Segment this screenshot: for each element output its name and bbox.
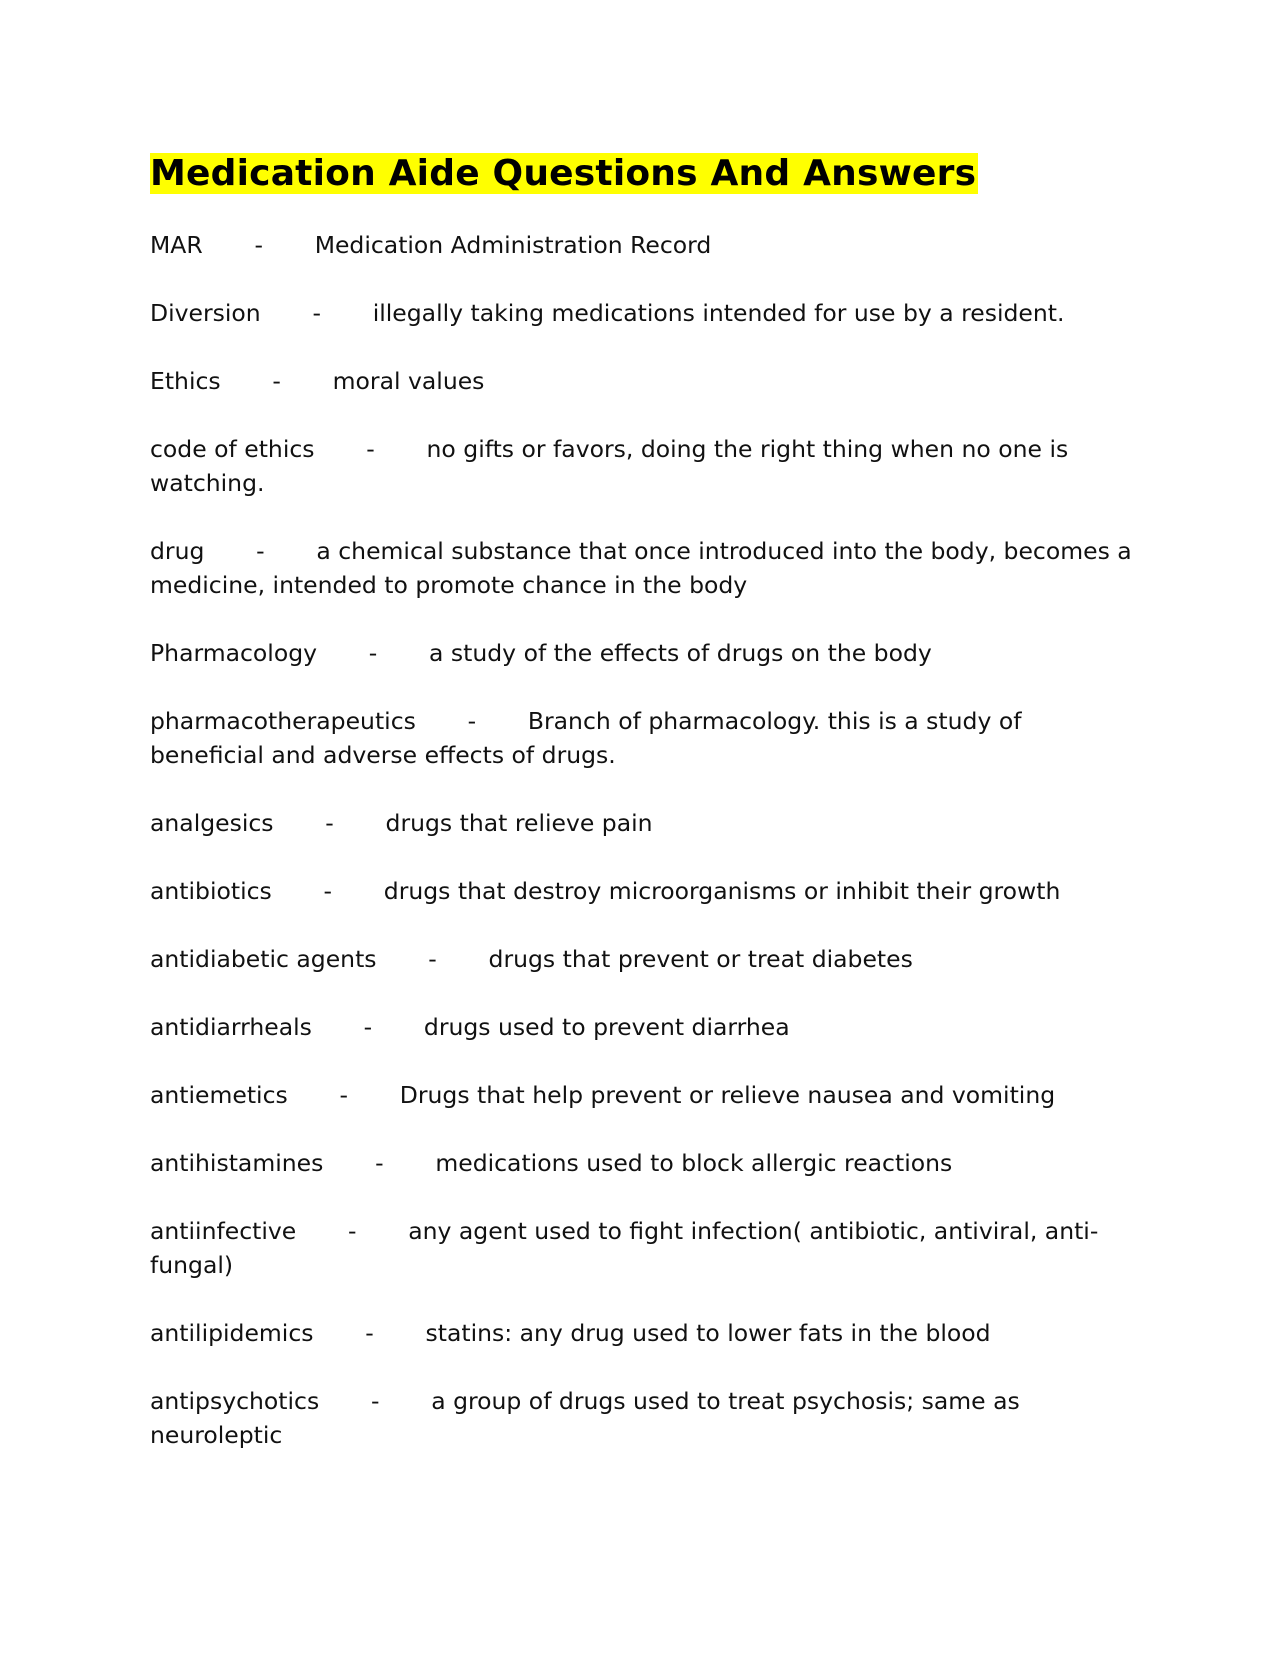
entry-definition: illegally taking medications intended for use by a resident. [372,299,1065,327]
document-title [150,148,978,199]
entry-term: Pharmacology [150,639,318,667]
entry-term: antiinfective [150,1217,297,1245]
entry-separator: - [368,639,378,667]
glossary-entry [150,806,1140,840]
entry-definition: any agent used to fight infection( antibiotic, antiviral, anti-fungal) [150,1217,1099,1279]
glossary-entry [150,1010,1140,1044]
glossary-entry [150,1316,1140,1350]
entry-separator: - [375,1149,384,1177]
glossary-entry [150,228,1140,262]
glossary-entry [150,1384,1140,1452]
entry-term: MAR [150,231,203,259]
entry-definition: no gifts or favors, doing the right thing when no one is watching. [150,435,1069,497]
entry-separator: - [363,1013,373,1041]
entry-term: antibiotics [150,877,272,905]
entry-separator: - [272,367,281,395]
entry-term: antidiabetic agents [150,945,377,973]
entry-separator: - [428,945,437,973]
entry-definition: medications used to block allergic reactions [435,1149,953,1177]
entry-definition: drugs that relieve pain [385,809,653,837]
entry-definition: drugs that destroy microorganisms or inhibit their growth [383,877,1061,905]
entry-definition: statins: any drug used to lower fats in the blood [425,1319,991,1347]
entry-separator: - [256,537,265,565]
glossary-entry [150,1078,1140,1112]
entry-term: antihistamines [150,1149,324,1177]
entry-definition: a study of the effects of drugs on the body [429,639,932,667]
entry-term: Ethics [150,367,221,395]
entry-separator: - [347,1217,357,1245]
entry-separator: - [312,299,321,327]
entry-separator: - [323,877,333,905]
glossary-entry [150,364,1140,398]
glossary-entry [150,704,1140,772]
entry-definition: a group of drugs used to treat psychosis; same as neuroleptic [150,1387,1020,1449]
entry-term: analgesics [150,809,274,837]
entry-separator: - [366,435,375,463]
entry-definition: Branch of pharmacology. this is a study of beneficial and adverse effects of drugs. [150,707,1022,769]
glossary-entry [150,1146,1140,1180]
entry-definition: Drugs that help prevent or relieve nausea and vomiting [399,1081,1056,1109]
entry-term: code of ethics [150,435,315,463]
entry-definition: a chemical substance that once introduced into the body, becomes a medicine, intended to promote chance in the body [150,537,1132,599]
entry-separator: - [365,1319,374,1347]
entry-definition: drugs that prevent or treat diabetes [488,945,913,973]
entry-term: antipsychotics [150,1387,320,1415]
entry-term: Diversion [150,299,261,327]
glossary-entry [150,1214,1140,1282]
entry-definition: drugs used to prevent diarrhea [423,1013,790,1041]
entry-term: pharmacotherapeutics [150,707,416,735]
glossary-entry [150,636,1140,670]
entry-separator: - [467,707,477,735]
entry-term: antiemetics [150,1081,288,1109]
entry-definition: Medication Administration Record [314,231,712,259]
entry-separator: - [254,231,263,259]
document-content [150,148,1140,1486]
entry-definition: moral values [332,367,485,395]
entry-term: antidiarrheals [150,1013,312,1041]
glossary-entry [150,942,1140,976]
entry-separator: - [370,1387,380,1415]
entry-term: antilipidemics [150,1319,314,1347]
glossary-entry [150,534,1140,602]
entry-separator: - [339,1081,348,1109]
title-highlight: Medication Aide Questions And Answers [150,153,977,194]
glossary-list [150,228,1140,1452]
entry-term: drug [150,537,205,565]
glossary-entry [150,874,1140,908]
glossary-entry [150,296,1140,330]
glossary-entry [150,432,1140,500]
entry-separator: - [325,809,334,837]
